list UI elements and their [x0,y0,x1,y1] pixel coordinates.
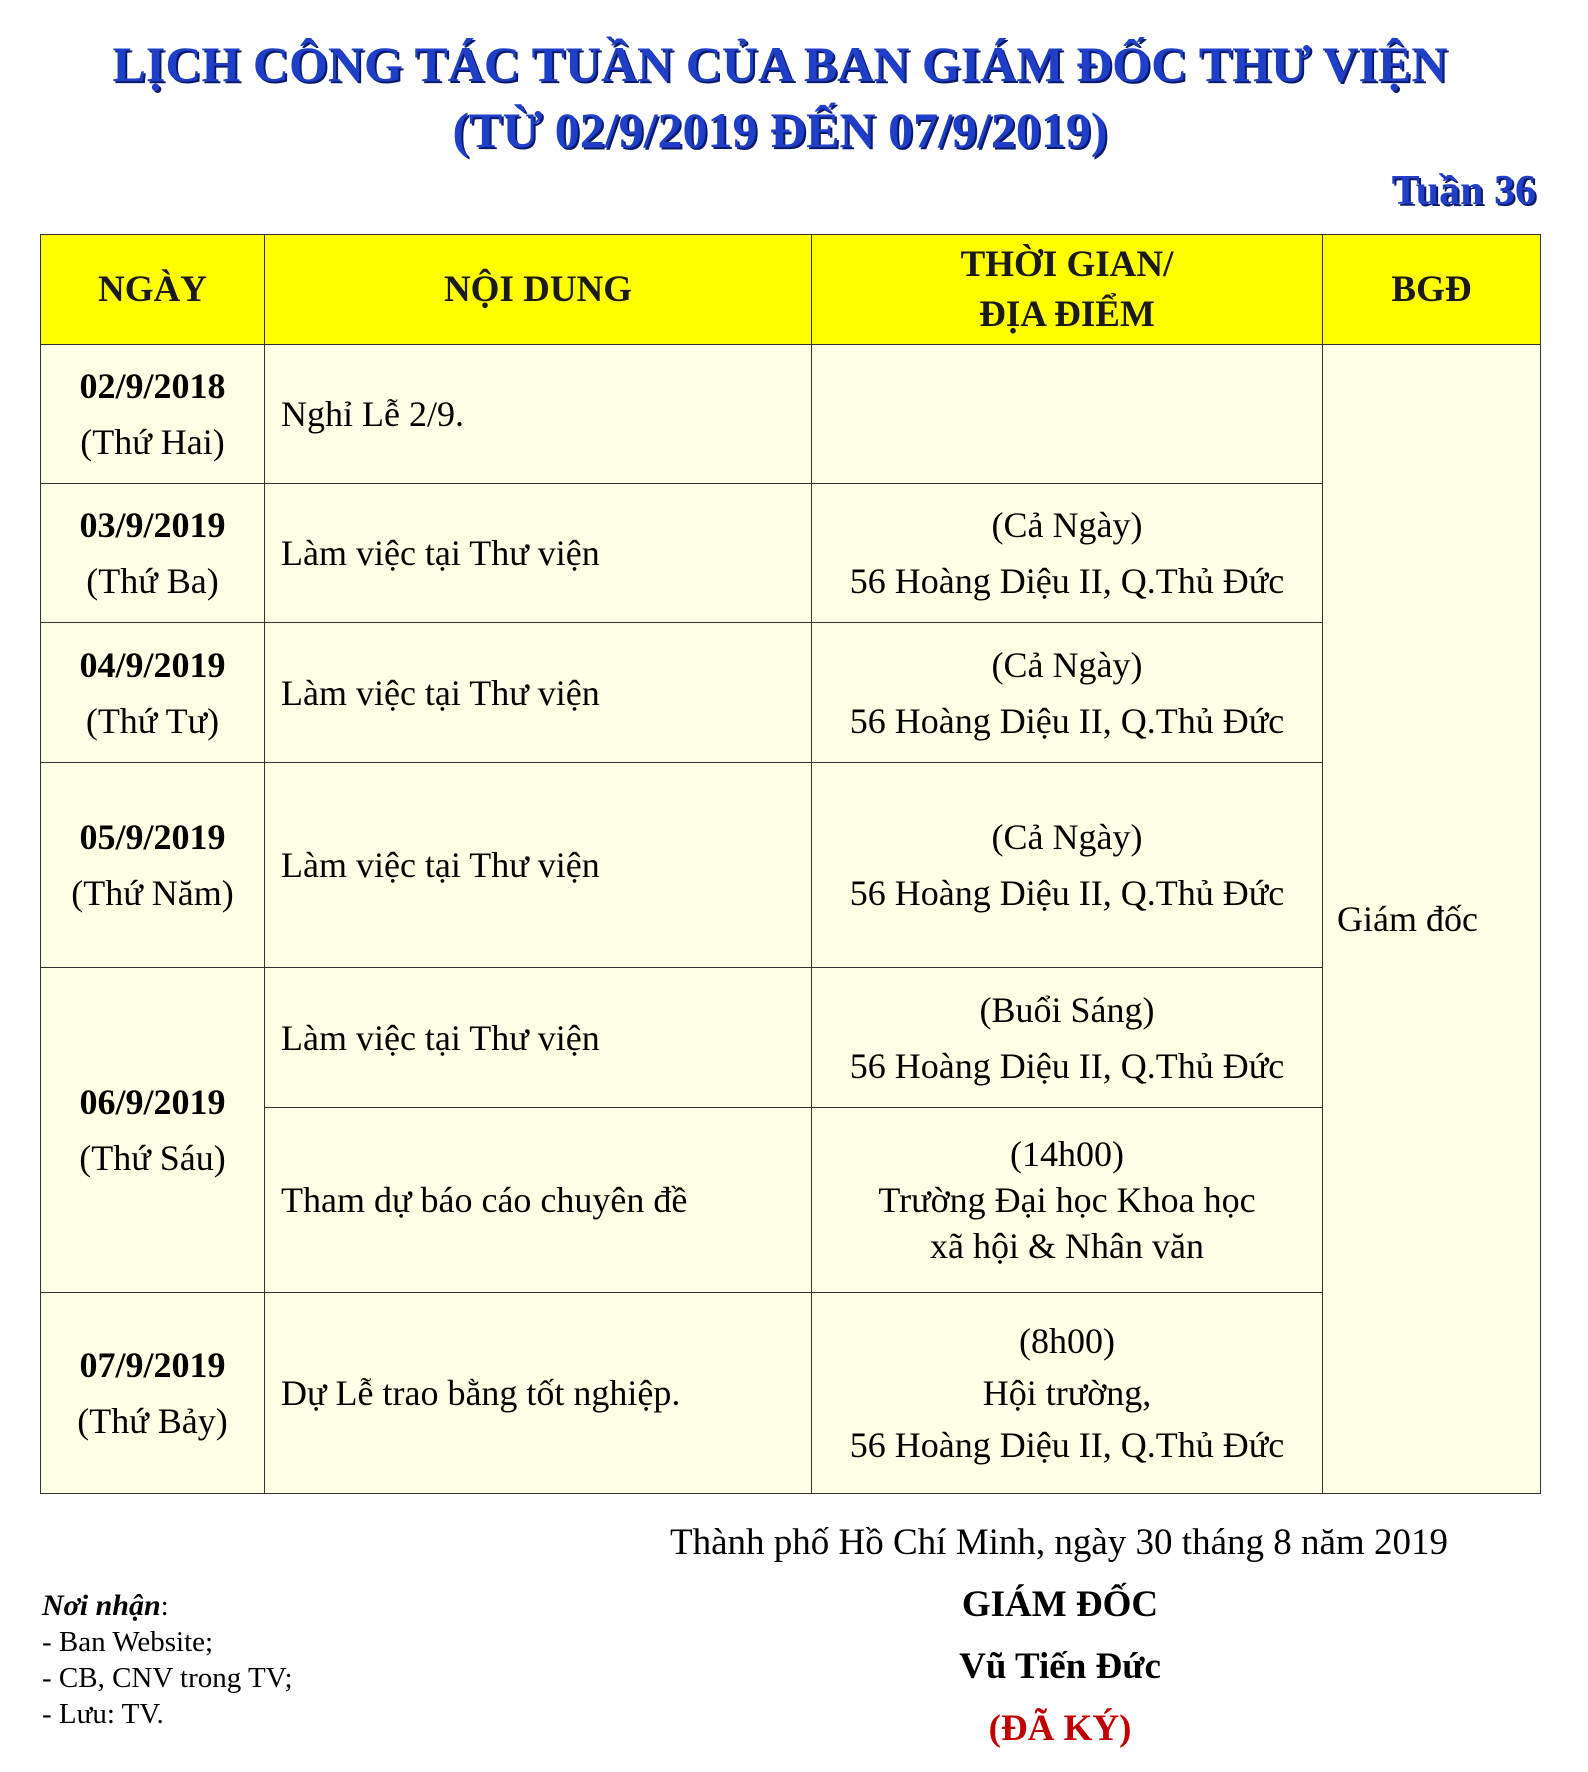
content-cell: Nghỉ Lễ 2/9. [265,345,812,484]
date: 03/9/2019 [79,505,226,545]
time: (Cả Ngày) [991,817,1143,857]
table-row [41,345,1541,484]
date: 05/9/2019 [79,817,226,857]
table-row [41,968,1541,1108]
time-place-cell [812,345,1323,484]
table-row [41,1108,1541,1293]
date-cell [41,623,265,763]
date-cell [41,968,265,1293]
signer-position: GIÁM ĐỐC [961,1584,1159,1625]
time: (Cả Ngày) [991,505,1143,545]
time-place-cell [812,484,1323,623]
place: 56 Hoàng Diệu II, Q.Thủ Đức [849,700,1285,741]
date-cell [41,763,265,968]
weekday: (Thứ Sáu) [79,1138,226,1178]
recipients-heading: Nơi nhận [42,1589,161,1622]
week-number: Tuần 36 [1391,168,1536,214]
table-row [41,623,1541,763]
content-cell: Làm việc tại Thư viện [265,623,812,763]
header-place: ĐỊA ĐIỂM [979,293,1155,335]
date: 07/9/2019 [79,1345,226,1385]
recipient-item: - Ban Website; [42,1626,214,1658]
content-cell: Làm việc tại Thư viện [265,763,812,968]
document-date-range: (TỪ 02/9/2019 ĐẾN 07/9/2019) [452,102,1108,158]
place: Trường Đại học Khoa học [878,1180,1256,1220]
signed-mark: (ĐÃ KÝ) [988,1708,1132,1749]
header-time: THỜI GIAN/ [960,243,1174,285]
bgd-cell: Giám đốc [1323,345,1541,1494]
time-place-cell [812,623,1323,763]
recipients [42,1588,293,1732]
weekday: (Thứ Ba) [86,561,219,601]
header-time-place [812,235,1323,345]
content-cell: Dự Lễ trao bằng tốt nghiệp. [265,1293,812,1494]
table-row [41,1293,1541,1494]
document-title: LỊCH CÔNG TÁC TUẦN CỦA BAN GIÁM ĐỐC THƯ VIỆN [112,36,1448,92]
place-line2: xã hội & Nhân văn [930,1226,1204,1266]
date-cell [41,484,265,623]
recipient-item: - Lưu: TV. [42,1698,164,1730]
date-cell [41,1293,265,1494]
header-bgd: BGĐ [1323,235,1541,345]
date: 06/9/2019 [79,1082,226,1122]
schedule-table [40,234,1541,1494]
time-place-cell [812,1108,1323,1293]
table-row [41,763,1541,968]
content-cell: Làm việc tại Thư viện [265,968,812,1108]
place-line2: 56 Hoàng Diệu II, Q.Thủ Đức [849,1425,1285,1465]
time: (8h00) [1019,1321,1115,1361]
header-content: NỘI DUNG [265,235,812,345]
place-and-date: Thành phố Hồ Chí Minh, ngày 30 tháng 8 năm 2019 [670,1522,1448,1563]
table-row [41,484,1541,623]
content-cell: Tham dự báo cáo chuyên đề [265,1108,812,1293]
weekday: (Thứ Tư) [85,700,220,741]
place: 56 Hoàng Diệu II, Q.Thủ Đức [849,1045,1285,1086]
time: (14h00) [1010,1134,1124,1174]
time-place-cell [812,1293,1323,1494]
weekday: (Thứ Hai) [80,422,225,462]
place: 56 Hoàng Diệu II, Q.Thủ Đức [849,873,1285,913]
date: 04/9/2019 [79,644,226,685]
date: 02/9/2018 [79,366,226,406]
recipient-item: - CB, CNV trong TV; [42,1662,293,1694]
time-place-cell [812,968,1323,1108]
content-cell: Làm việc tại Thư viện [265,484,812,623]
header-date: NGÀY [41,235,265,345]
place: Hội trường, [982,1373,1152,1413]
time-place-cell [812,763,1323,968]
time: (Buổi Sáng) [979,989,1155,1030]
weekday: (Thứ Năm) [71,873,234,913]
recipients-colon: : [160,1590,169,1622]
place: 56 Hoàng Diệu II, Q.Thủ Đức [849,561,1285,601]
date-cell [41,345,265,484]
table-header-row [41,235,1541,345]
weekday: (Thứ Bảy) [77,1401,228,1441]
signer-name: Vũ Tiến Đức [959,1646,1161,1687]
time: (Cả Ngày) [991,644,1143,685]
